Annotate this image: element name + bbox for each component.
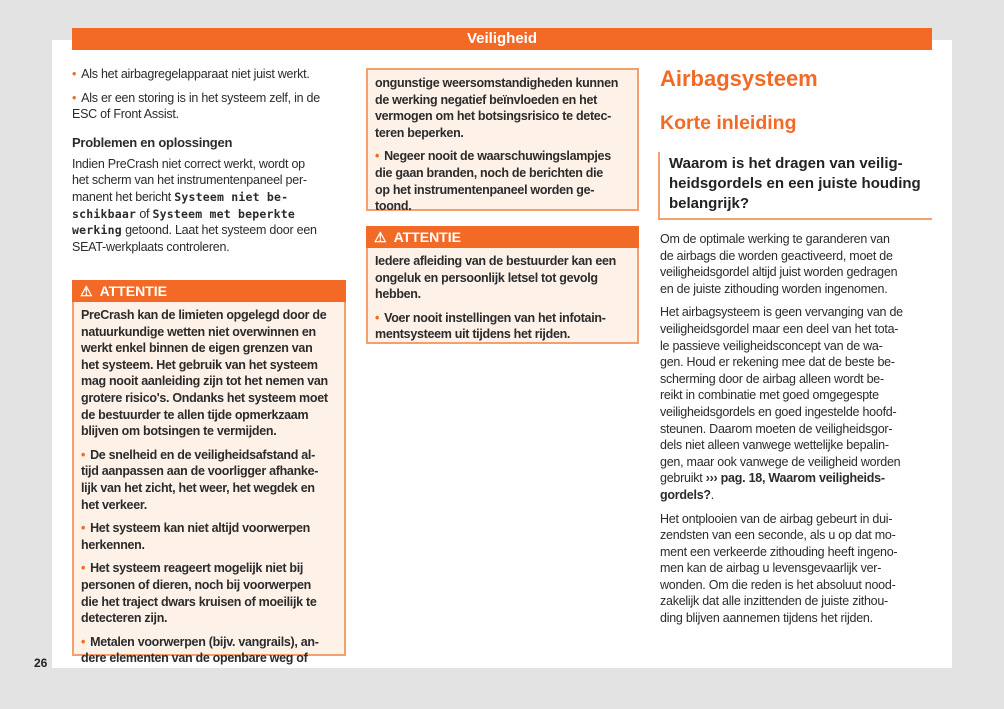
- text-line: [375, 253, 630, 270]
- text-line: [81, 463, 337, 480]
- text-segment: tijd aanpassen aan de voorligger afhanke-: [81, 464, 319, 479]
- chapter-title: Airbagsysteem: [660, 66, 818, 91]
- text-line: [660, 321, 935, 338]
- section-header: Veiligheid: [72, 28, 932, 50]
- text-line: [660, 354, 935, 371]
- text-line: [81, 610, 337, 627]
- warning-triangle-icon: ⚠: [80, 283, 93, 299]
- text-line: [81, 520, 337, 537]
- text-line: [81, 307, 337, 324]
- paragraph: [660, 304, 935, 503]
- text-segment: Het ontplooien van de airbag gebeurt in dui-: [660, 511, 893, 526]
- bullet-icon: •: [72, 67, 77, 81]
- warning-header: [72, 280, 346, 302]
- text-line: [375, 75, 630, 92]
- text-segment: De snelheid en de veiligheidsafstand al-: [90, 447, 315, 462]
- text-line: [81, 357, 337, 374]
- page-reference-link[interactable]: ››› pag. 18, Waarom veiligheids-: [705, 471, 885, 486]
- text-segment: le passieve veiligheidsconcept van de wa-: [660, 338, 883, 353]
- paragraph: [72, 156, 347, 256]
- text-segment: en de juiste zithouding worden ingenomen.: [660, 281, 888, 296]
- text-line: [660, 387, 935, 404]
- text-line: [660, 470, 935, 487]
- text-segment: men kan de airbag u levensgevaarlijk ver-: [660, 561, 882, 576]
- text-segment: manent het bericht: [72, 189, 175, 204]
- text-segment: het scherm van het instrumentenpaneel per-: [72, 173, 307, 188]
- warning-body: [74, 302, 344, 679]
- text-segment: Het systeem kan niet altijd voorwerpen: [90, 521, 311, 536]
- text-segment: personen of dieren, noch bij voorwerpen: [81, 577, 311, 592]
- text-line: [72, 156, 347, 173]
- text-line: [81, 497, 337, 514]
- text-segment: toond.: [375, 199, 412, 214]
- text-segment: veiligheidsgordels en goed ingestelde hoofd-: [660, 404, 897, 419]
- text-line: [81, 324, 337, 341]
- text-line: [660, 577, 935, 594]
- text-segment: .: [710, 487, 715, 502]
- warning-title: ATTENTIE: [393, 229, 461, 245]
- text-line: [375, 92, 630, 109]
- text-segment: ongunstige weersomstandigheden kunnen: [375, 76, 619, 90]
- text-line: [81, 577, 337, 594]
- text-segment: herkennen.: [81, 537, 145, 552]
- text-line: [81, 634, 337, 651]
- question-line: belangrijk?: [669, 195, 750, 212]
- warning-title: ATTENTIE: [99, 283, 167, 299]
- text-line: [81, 373, 337, 390]
- text-line: [72, 239, 347, 256]
- text-line: [660, 560, 935, 577]
- bullet-item: [375, 310, 630, 343]
- problems-paragraph: [72, 156, 347, 256]
- text-line: [81, 560, 337, 577]
- text-segment: of: [136, 206, 153, 221]
- left-column: [72, 66, 347, 262]
- bullet-icon: •: [81, 521, 86, 536]
- warning-body: [368, 70, 637, 227]
- text-line: [660, 421, 935, 438]
- text-line: [375, 270, 630, 287]
- text-segment: de airbags die worden geactiveerd, moet de: [660, 248, 893, 263]
- question-line: heidsgordels en een juiste houding: [669, 175, 921, 192]
- fault-bullet-list: [72, 66, 347, 123]
- text-segment: Het airbagsysteem is geen vervanging van de: [660, 305, 903, 320]
- text-segment: het verkeer.: [81, 497, 147, 512]
- text-line: [660, 454, 935, 471]
- text-line: [660, 593, 935, 610]
- text-line: [375, 286, 630, 303]
- page-reference-link[interactable]: gordels?: [660, 487, 711, 502]
- warning-box-precrash: [72, 280, 346, 666]
- paragraph: [660, 511, 935, 627]
- text-line: [81, 650, 337, 667]
- text-segment: Voer nooit instellingen van het infotain-: [384, 310, 606, 325]
- text-line: [660, 487, 935, 504]
- bullet-item: [81, 634, 337, 667]
- text-segment: wonden. Om die reden is het absoluut nood-: [660, 577, 896, 592]
- display-message-text: werking: [72, 223, 122, 238]
- question-heading: [658, 152, 932, 220]
- bullet-icon: •: [81, 447, 86, 462]
- text-segment: dere elementen van de openbare weg of: [81, 651, 308, 666]
- text-line: [72, 189, 347, 206]
- text-segment: steunen. Daarom moeten de veiligheidsgor-: [660, 421, 893, 436]
- text-segment: gen. Houd er rekening mee dat de beste be-: [660, 355, 895, 370]
- text-segment: natuurkundige wetten niet overwinnen en: [81, 324, 316, 339]
- text-segment: ding blijven aannemen tijdens het rijden.: [660, 611, 873, 626]
- text-line: [81, 423, 337, 440]
- bullet-item: [81, 520, 337, 553]
- paragraph: [375, 253, 630, 303]
- text-line: [660, 371, 935, 388]
- text-segment: mentsysteem uit tijdens het rijden.: [375, 327, 571, 342]
- text-segment: Als het airbagregelapparaat niet juist werkt.: [81, 67, 310, 81]
- display-message-text: Systeem met beperkte: [152, 206, 295, 221]
- bullet-item: [72, 90, 347, 123]
- text-line: [72, 106, 347, 123]
- text-segment: Metalen voorwerpen (bijv. vangrails), an-: [90, 634, 319, 649]
- text-segment: Het systeem reageert mogelijk niet bij: [90, 561, 304, 576]
- text-line: [660, 610, 935, 627]
- text-segment: ongeluk en persoonlijk letsel tot gevolg: [375, 270, 598, 285]
- text-segment: Indien PreCrash niet correct werkt, wordt op: [72, 156, 305, 171]
- text-segment: zakelijk dat alle inzittenden de juiste zithou-: [660, 594, 888, 609]
- warning-box-continued: [366, 68, 639, 214]
- text-segment: die het traject dwars kruisen of moeilijk te: [81, 594, 317, 609]
- paragraph: [375, 75, 630, 141]
- display-message-text: schikbaar: [72, 206, 137, 221]
- text-line: [660, 338, 935, 355]
- bullet-item: [81, 447, 337, 513]
- bullet-item: [375, 148, 630, 214]
- text-line: [375, 310, 630, 327]
- text-segment: grotere risico's. Ondanks het systeem moet: [81, 390, 328, 405]
- text-segment: werkt enkel binnen de eigen grenzen van: [81, 341, 313, 356]
- text-segment: de werking negatief beïnvloeden en het: [375, 92, 597, 107]
- section-title: Korte inleiding: [660, 112, 797, 134]
- text-line: [72, 66, 347, 83]
- warning-header: [366, 226, 639, 248]
- problems-heading: Problemen en oplossingen: [72, 134, 233, 150]
- warning-box-distraction: [366, 226, 639, 344]
- text-line: [72, 172, 347, 189]
- text-line: [375, 326, 630, 343]
- text-segment: getoond. Laat het systeem door een: [121, 223, 317, 238]
- text-segment: veiligheidsgordel maar een deel van het tota-: [660, 321, 899, 336]
- text-segment: op het instrumentenpaneel worden ge-: [375, 182, 595, 197]
- text-line: [660, 231, 935, 248]
- text-segment: zendsten van een seconde, als u op dat mo-: [660, 528, 896, 543]
- text-line: [81, 447, 337, 464]
- text-line: [375, 148, 630, 165]
- text-segment: de bestuurder te allen tijde opmerkzaam: [81, 407, 309, 422]
- text-segment: blijven om botsingen te vermijden.: [81, 424, 277, 439]
- text-segment: Om de optimale werking te garanderen van: [660, 232, 890, 246]
- text-line: [81, 407, 337, 424]
- display-message-text: Systeem niet be-: [174, 189, 289, 204]
- text-segment: scherming door de airbag alleen wordt be-: [660, 371, 884, 386]
- text-segment: dels niet alleen vanwege wettelijke bepalin-: [660, 438, 889, 453]
- text-line: [81, 537, 337, 554]
- text-line: [81, 340, 337, 357]
- text-segment: het systeem. Het gebruik van het systeem: [81, 357, 318, 372]
- text-segment: die gaan branden, noch de berichten die: [375, 165, 603, 180]
- text-line: [72, 206, 347, 223]
- text-line: [81, 480, 337, 497]
- text-line: [660, 248, 935, 265]
- text-line: [660, 281, 935, 298]
- text-segment: teren beperken.: [375, 125, 464, 140]
- text-segment: Als er een storing is in het systeem zelf, in de: [81, 90, 320, 105]
- text-line: [660, 437, 935, 454]
- text-segment: reikt in combinatie met goed omgegespte: [660, 388, 879, 403]
- text-line: [375, 108, 630, 125]
- text-segment: veiligheidsgordel altijd juist worden gedragen: [660, 265, 898, 280]
- text-line: [81, 594, 337, 611]
- text-line: [660, 264, 935, 281]
- text-segment: gebruikt: [660, 471, 706, 486]
- text-line: [660, 404, 935, 421]
- text-line: [72, 222, 347, 239]
- bullet-icon: •: [72, 90, 77, 105]
- text-line: [375, 198, 630, 215]
- paragraph: [81, 307, 337, 440]
- warning-body: [368, 248, 637, 355]
- text-line: [375, 165, 630, 182]
- text-segment: SEAT-werkplaats controleren.: [72, 239, 230, 254]
- paragraph: [660, 231, 935, 297]
- text-segment: mag nooit aanleiding zijn tot het nemen van: [81, 374, 328, 389]
- text-line: [81, 390, 337, 407]
- text-segment: Negeer nooit de waarschuwingslampjes: [384, 149, 611, 164]
- text-segment: PreCrash kan de limieten opgelegd door de: [81, 308, 327, 322]
- text-line: [660, 511, 935, 528]
- text-segment: vermogen om het botsingsrisico te detec-: [375, 109, 611, 124]
- question-line: Waarom is het dragen van veilig-: [669, 155, 903, 172]
- bullet-item: [81, 560, 337, 626]
- right-column-body: [660, 231, 935, 634]
- warning-triangle-icon: ⚠: [374, 229, 387, 245]
- text-line: [375, 125, 630, 142]
- text-line: [72, 90, 347, 107]
- text-segment: detecteren zijn.: [81, 611, 168, 626]
- text-line: [660, 304, 935, 321]
- text-line: [375, 182, 630, 199]
- page-number: 26: [34, 656, 48, 670]
- bullet-icon: •: [375, 310, 380, 325]
- text-line: [660, 544, 935, 561]
- bullet-icon: •: [81, 634, 86, 649]
- text-segment: ment een verkeerde zithouding heeft ingeno-: [660, 544, 898, 559]
- text-segment: hebben.: [375, 287, 421, 302]
- text-segment: Iedere afleiding van de bestuurder kan een: [375, 254, 616, 268]
- bullet-icon: •: [81, 561, 86, 576]
- text-segment: lijk van het zicht, het weer, het wegdek en: [81, 480, 315, 495]
- bullet-icon: •: [375, 149, 380, 164]
- bullet-item: [72, 66, 347, 83]
- text-segment: gen, maar ook vanwege de veiligheid worden: [660, 454, 901, 469]
- text-line: [660, 527, 935, 544]
- text-segment: ESC of Front Assist.: [72, 107, 179, 122]
